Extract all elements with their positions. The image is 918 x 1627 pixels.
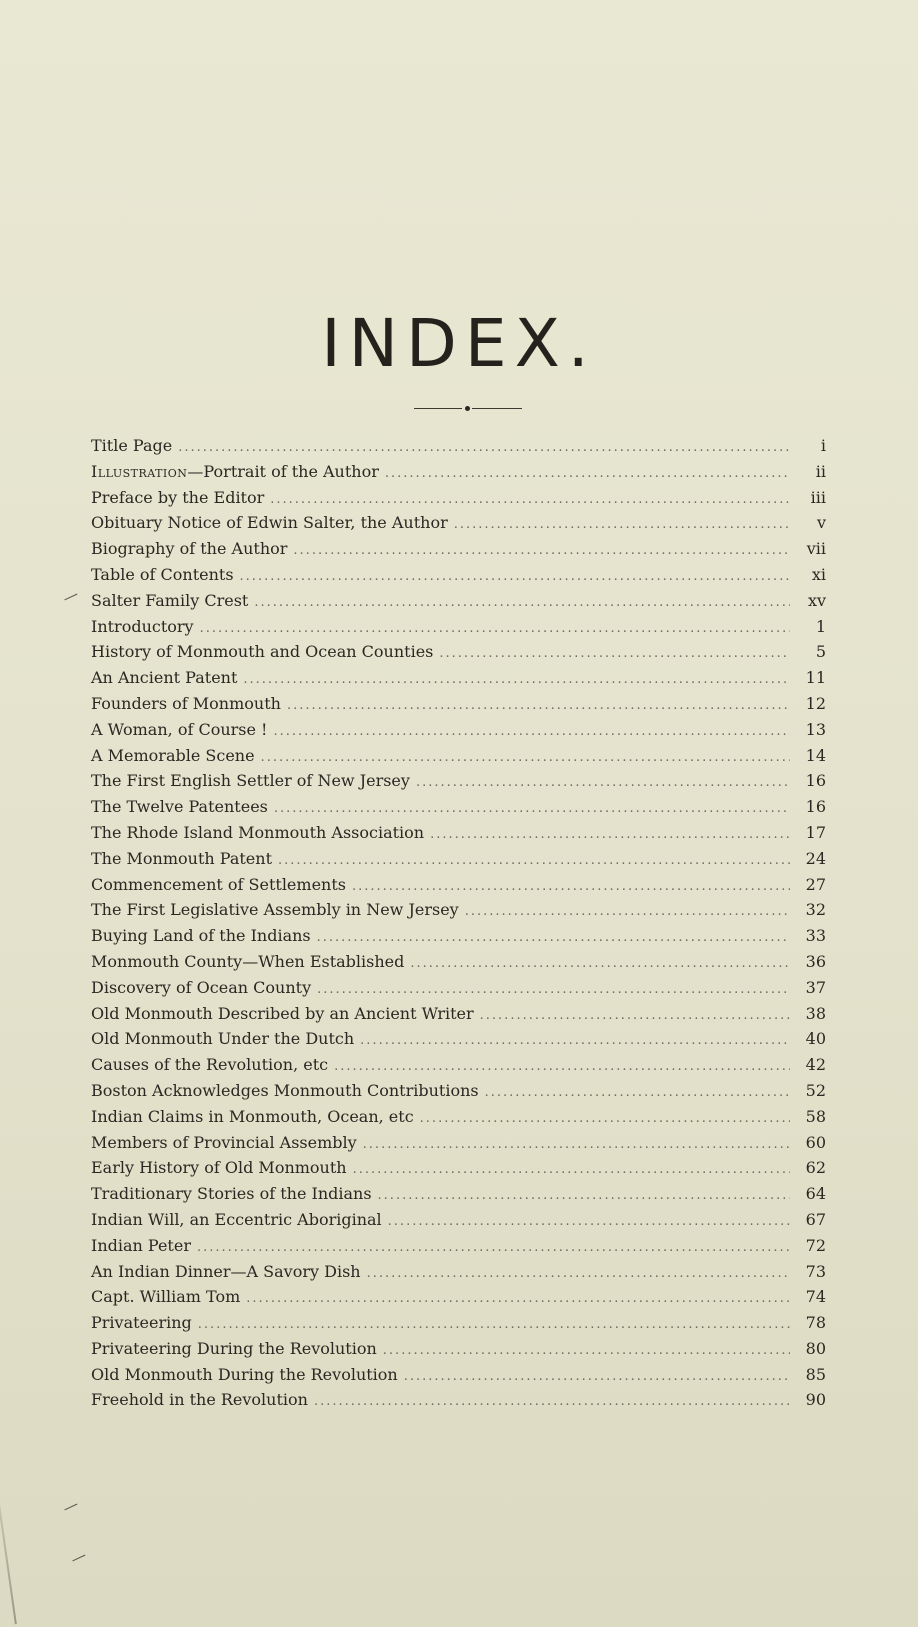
index-entry-title <box>91 1310 192 1336</box>
index-entry-title <box>91 897 459 923</box>
index-entry-title-text: Discovery of Ocean County <box>91 977 312 997</box>
dot-leader <box>465 899 790 925</box>
dot-leader <box>378 1183 790 1209</box>
index-entry-title-text: Causes of the Revolution, etc <box>91 1055 329 1075</box>
index-entry <box>91 1310 826 1336</box>
index-entry <box>91 588 826 614</box>
index-entry-page: 11 <box>805 668 826 688</box>
index-entry-title-text: The First Legislative Assembly in New Jersey <box>91 900 459 920</box>
index-entry-title <box>91 485 264 511</box>
index-entry <box>91 897 826 923</box>
index-entry-title-text: Early History of Old Monmouth <box>91 1158 347 1178</box>
index-entry <box>91 1130 826 1156</box>
index-entry-page: 67 <box>805 1209 826 1229</box>
dot-leader <box>383 1338 790 1364</box>
dot-leader <box>314 1389 790 1415</box>
index-entry <box>91 1026 826 1052</box>
index-entry-title <box>91 1259 361 1285</box>
index-entry <box>91 949 826 975</box>
index-entry-title <box>91 1001 474 1027</box>
index-entry-page: 64 <box>805 1184 826 1204</box>
pencil-mark <box>64 594 81 610</box>
index-entry-title <box>91 510 448 536</box>
index-entry-title <box>91 923 311 949</box>
index-entry <box>91 872 826 898</box>
index-entry <box>91 1284 826 1310</box>
dot-leader <box>261 745 790 771</box>
index-entry <box>91 1052 826 1078</box>
index-entry-title-text: A Woman, of Course ! <box>91 719 268 739</box>
index-entry-page: 33 <box>805 926 826 946</box>
dot-leader <box>360 1028 790 1054</box>
index-entry-page: vii <box>806 539 826 559</box>
dot-leader <box>198 1312 790 1338</box>
dot-leader <box>246 1286 790 1312</box>
index-entry <box>91 1387 826 1413</box>
index-entry-title <box>91 614 194 640</box>
index-entry-title-text: Old Monmouth Under the Dutch <box>91 1029 355 1049</box>
index-entry-page: 16 <box>805 771 826 791</box>
index-entry-title-text: Boston Acknowledges Monmouth Contributions <box>91 1080 479 1100</box>
index-entry-title-text: The Rhode Island Monmouth Association <box>91 822 425 842</box>
index-entry-title <box>91 1284 240 1310</box>
index-entry <box>91 1259 826 1285</box>
index-entry-title-text: Introductory <box>91 616 194 636</box>
index-entry-title <box>91 459 379 485</box>
index-entry-page: 90 <box>805 1390 826 1410</box>
pencil-mark <box>72 1555 89 1571</box>
dot-leader <box>287 693 790 719</box>
index-entry-title <box>91 1207 382 1233</box>
index-entry-title <box>91 691 281 717</box>
index-entry <box>91 536 826 562</box>
index-entry-title <box>91 536 287 562</box>
index-entry-page: 80 <box>805 1338 826 1358</box>
index-entry-title <box>91 1362 398 1388</box>
index-entry <box>91 614 826 640</box>
index-entry-title <box>91 846 272 872</box>
index-entry-title <box>91 1181 372 1207</box>
index-entry-title-text: Biography of the Author <box>91 539 288 559</box>
index-entry-title <box>91 794 268 820</box>
index-entry-page: 17 <box>805 822 826 842</box>
index-entry <box>91 485 826 511</box>
dot-leader <box>439 641 790 667</box>
index-entry <box>91 1233 826 1259</box>
index-entry <box>91 975 826 1001</box>
index-entry-title <box>91 588 248 614</box>
index-entry-page: 58 <box>805 1106 826 1126</box>
index-entry-page: 62 <box>805 1158 826 1178</box>
index-entry-page: 60 <box>805 1132 826 1152</box>
index-entry-page: xi <box>811 564 826 584</box>
index-entry-title <box>91 433 172 459</box>
index-entry-page: 32 <box>805 900 826 920</box>
divider-line-right <box>472 408 522 409</box>
index-entry-title-text: Freehold in the Revolution <box>91 1390 308 1410</box>
dot-leader <box>293 538 790 564</box>
index-entry <box>91 743 826 769</box>
index-entry-title-text: Commencement of Settlements <box>91 874 346 894</box>
index-entry-title-text: Title Page <box>91 436 173 455</box>
index-entry-title <box>91 562 234 588</box>
index-list <box>91 433 826 1413</box>
index-entry-page: 78 <box>805 1313 826 1333</box>
dot-leader <box>317 977 790 1003</box>
index-entry-page: 5 <box>815 642 826 662</box>
index-entry-title-text: Preface by the Editor <box>91 487 265 507</box>
dot-leader <box>254 590 790 616</box>
index-entry-page: 24 <box>805 848 826 868</box>
dot-leader <box>178 435 790 461</box>
index-entry <box>91 1181 826 1207</box>
dot-leader <box>480 1003 790 1029</box>
dot-leader <box>430 822 790 848</box>
index-entry <box>91 1336 826 1362</box>
index-entry-page: 27 <box>805 874 826 894</box>
index-entry-title <box>91 872 346 898</box>
index-entry-title-smallcaps: Illustration <box>91 461 188 481</box>
index-entry-title <box>91 1233 191 1259</box>
index-entry-page: 40 <box>805 1029 826 1049</box>
divider-dot <box>465 406 470 411</box>
index-entry <box>91 433 826 459</box>
dot-leader <box>317 925 790 951</box>
dot-leader <box>420 1106 790 1132</box>
dot-leader <box>197 1235 790 1261</box>
index-entry-title <box>91 1130 357 1156</box>
index-entry-title <box>91 1052 328 1078</box>
index-entry-title-text: An Ancient Patent <box>91 668 238 688</box>
index-entry-page: xv <box>807 590 826 610</box>
index-entry <box>91 923 826 949</box>
index-entry-title <box>91 1078 479 1104</box>
index-entry-title-text: Privateering During the Revolution <box>91 1338 377 1358</box>
index-entry-title-text: Salter Family Crest <box>91 590 249 610</box>
index-entry-title-text: Obituary Notice of Edwin Salter, the Author <box>91 513 448 533</box>
index-entry-title-text: The Monmouth Patent <box>91 848 272 868</box>
dot-leader <box>385 461 790 487</box>
index-entry-title-text: Old Monmouth During the Revolution <box>91 1364 398 1384</box>
index-entry-page: 13 <box>805 719 826 739</box>
index-entry-title <box>91 665 237 691</box>
dot-leader <box>353 1157 790 1183</box>
index-entry-title-text: Buying Land of the Indians <box>91 926 311 946</box>
dot-leader <box>363 1132 790 1158</box>
index-entry-page: iii <box>810 487 826 507</box>
index-entry-page: 37 <box>805 977 826 997</box>
index-entry-page: 73 <box>805 1261 826 1281</box>
index-entry <box>91 1104 826 1130</box>
index-entry <box>91 562 826 588</box>
index-entry <box>91 1362 826 1388</box>
dot-leader <box>404 1364 790 1390</box>
dot-leader <box>367 1261 790 1287</box>
pencil-mark <box>64 1504 81 1520</box>
index-entry <box>91 820 826 846</box>
index-entry <box>91 510 826 536</box>
index-entry-title-text: Indian Peter <box>91 1235 191 1255</box>
title-divider <box>414 404 522 414</box>
dot-leader <box>240 564 790 590</box>
dot-leader <box>274 796 790 822</box>
index-entry-title <box>91 1387 308 1413</box>
index-entry-page: 38 <box>805 1003 826 1023</box>
index-entry <box>91 459 826 485</box>
index-entry <box>91 691 826 717</box>
index-entry-title-text: Members of Provincial Assembly <box>91 1132 357 1152</box>
index-entry-title-text: Indian Claims in Monmouth, Ocean, etc <box>91 1106 414 1126</box>
index-entry <box>91 639 826 665</box>
index-entry <box>91 1155 826 1181</box>
index-entry <box>91 846 826 872</box>
dot-leader <box>410 951 790 977</box>
index-entry-page: 36 <box>805 951 826 971</box>
index-entry-title-text: Monmouth County—When Established <box>91 951 405 971</box>
index-entry-title <box>91 743 255 769</box>
dot-leader <box>270 487 790 513</box>
index-entry-title <box>91 1155 347 1181</box>
index-entry-title-text: Founders of Monmouth <box>91 693 281 713</box>
index-entry-title-text: Privateering <box>91 1313 192 1333</box>
page-title: INDEX. <box>321 305 597 382</box>
index-entry-title <box>91 820 424 846</box>
index-entry <box>91 717 826 743</box>
index-entry-page: i <box>820 436 826 455</box>
index-entry-title <box>91 768 410 794</box>
index-entry-title <box>91 717 267 743</box>
index-entry-page: 72 <box>805 1235 826 1255</box>
index-entry-page: v <box>816 513 826 533</box>
index-entry-title-text: Old Monmouth Described by an Ancient Writer <box>91 1003 474 1023</box>
dot-leader <box>454 512 790 538</box>
index-entry <box>91 768 826 794</box>
index-entry-page: ii <box>815 461 826 481</box>
dot-leader <box>278 848 790 874</box>
index-entry-title <box>91 975 311 1001</box>
index-entry-title-text: Indian Will, an Eccentric Aboriginal <box>91 1209 382 1229</box>
index-entry <box>91 1207 826 1233</box>
divider-line-left <box>414 408 462 409</box>
dot-leader <box>388 1209 790 1235</box>
index-entry <box>91 665 826 691</box>
index-entry-page: 85 <box>805 1364 826 1384</box>
index-entry-title-text: An Indian Dinner—A Savory Dish <box>91 1261 361 1281</box>
index-entry-title-text: The Twelve Patentees <box>91 797 268 817</box>
index-entry-title <box>91 949 404 975</box>
index-entry <box>91 794 826 820</box>
index-entry <box>91 1001 826 1027</box>
dot-leader <box>352 874 790 900</box>
index-entry-page: 52 <box>805 1080 826 1100</box>
index-entry-page: 14 <box>805 745 826 765</box>
index-entry-page: 42 <box>805 1055 826 1075</box>
page-edge-shadow <box>0 1441 17 1624</box>
dot-leader <box>416 770 790 796</box>
index-entry-page: 16 <box>805 797 826 817</box>
index-entry-title <box>91 1026 354 1052</box>
index-entry <box>91 1078 826 1104</box>
index-entry-title-text: A Memorable Scene <box>91 745 255 765</box>
index-entry-title-text: —Portrait of the Author <box>187 461 379 481</box>
index-entry-page: 1 <box>815 616 826 636</box>
index-entry-title-text: History of Monmouth and Ocean Counties <box>91 642 434 662</box>
index-entry-page: 74 <box>805 1287 826 1307</box>
index-entry-title-text: Table of Contents <box>91 564 234 584</box>
index-entry-page: 12 <box>805 693 826 713</box>
index-entry-title <box>91 639 433 665</box>
index-entry-title-text: The First English Settler of New Jersey <box>91 771 410 791</box>
dot-leader <box>334 1054 790 1080</box>
dot-leader <box>243 667 790 693</box>
index-entry-title-text: Traditionary Stories of the Indians <box>91 1184 372 1204</box>
index-entry-title <box>91 1336 377 1362</box>
dot-leader <box>200 616 790 642</box>
dot-leader <box>485 1080 790 1106</box>
index-entry-title <box>91 1104 414 1130</box>
dot-leader <box>273 719 790 745</box>
index-entry-title-text: Capt. William Tom <box>91 1287 241 1307</box>
